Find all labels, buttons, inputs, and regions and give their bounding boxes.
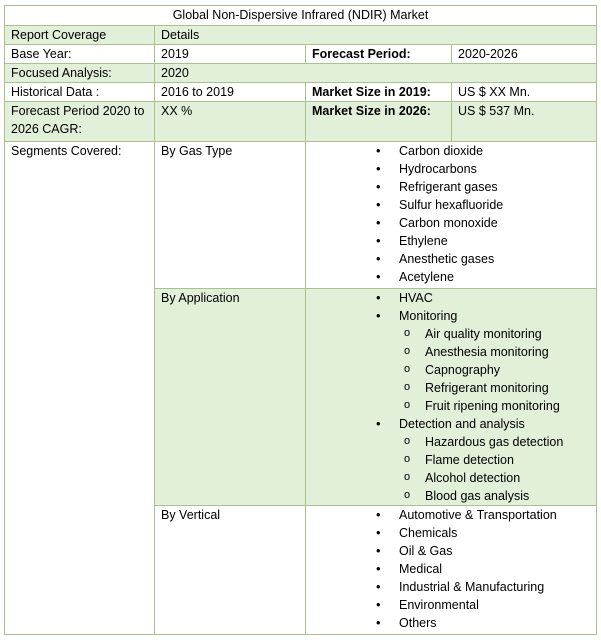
segment-vertical-label: By Vertical — [155, 506, 306, 635]
market-size-2026-label: Market Size in 2026: — [306, 102, 452, 142]
sublist-item: o Air quality monitoring — [401, 325, 590, 343]
list-item: • Automotive & Transportation — [376, 506, 590, 524]
list-item: • Industrial & Manufacturing — [376, 578, 590, 596]
sublist-item: o Alcohol detection — [401, 469, 590, 487]
list-item: • Hydrocarbons — [376, 160, 590, 178]
list-item: • Carbon monoxide — [376, 214, 590, 232]
list-item: • Others — [376, 614, 590, 632]
sublist-item: o Capnography — [401, 361, 590, 379]
monitoring-sublist — [399, 325, 590, 415]
sublist-item: o Blood gas analysis — [401, 487, 590, 505]
detection-label: Detection and analysis — [399, 417, 525, 431]
sublist-item: o Flame detection — [401, 451, 590, 469]
monitoring-label: Monitoring — [399, 309, 458, 323]
report-table — [4, 5, 597, 635]
list-item: • Anesthetic gases — [376, 250, 590, 268]
list-item: • Carbon dioxide — [376, 142, 590, 160]
cagr-value: XX % — [155, 102, 306, 142]
sublist-item: o Refrigerant monitoring — [401, 379, 590, 397]
forecast-period-value: 2020-2026 — [452, 45, 597, 64]
market-size-2019-value: US $ XX Mn. — [452, 83, 597, 102]
list-item: • Refrigerant gases — [376, 178, 590, 196]
list-item: • HVAC — [376, 289, 590, 307]
market-size-2019-label: Market Size in 2019: — [306, 83, 452, 102]
header-report-coverage: Report Coverage — [5, 26, 155, 45]
vertical-list-cell — [306, 506, 597, 635]
list-item — [376, 415, 590, 505]
header-details: Details — [155, 26, 597, 45]
segment-application-label: By Application — [155, 289, 306, 506]
application-list — [312, 289, 590, 505]
base-year-label: Base Year: — [5, 45, 155, 64]
cagr-label: Forecast Period 2020 to 2026 CAGR: — [5, 102, 155, 142]
list-item: • Ethylene — [376, 232, 590, 250]
list-item — [376, 307, 590, 415]
vertical-list — [312, 506, 590, 632]
sublist-item: o Anesthesia monitoring — [401, 343, 590, 361]
base-year-value: 2019 — [155, 45, 306, 64]
segment-gas-type-label: By Gas Type — [155, 142, 306, 289]
list-item: • Medical — [376, 560, 590, 578]
market-size-2026-value: US $ 537 Mn. — [452, 102, 597, 142]
gas-type-list-cell — [306, 142, 597, 289]
detection-sublist — [399, 433, 590, 505]
focused-analysis-value: 2020 — [155, 64, 597, 83]
historical-data-label: Historical Data : — [5, 83, 155, 102]
focused-analysis-label: Focused Analysis: — [5, 64, 155, 83]
forecast-period-label: Forecast Period: — [306, 45, 452, 64]
gas-type-list — [312, 142, 590, 286]
list-item: • Oil & Gas — [376, 542, 590, 560]
sublist-item: o Fruit ripening monitoring — [401, 397, 590, 415]
list-item: • Sulfur hexafluoride — [376, 196, 590, 214]
table-title: Global Non-Dispersive Infrared (NDIR) Market — [5, 6, 597, 26]
sublist-item: o Hazardous gas detection — [401, 433, 590, 451]
application-list-cell — [306, 289, 597, 506]
list-item: • Chemicals — [376, 524, 590, 542]
list-item: • Acetylene — [376, 268, 590, 286]
segments-covered-label: Segments Covered: — [5, 142, 155, 635]
historical-data-value: 2016 to 2019 — [155, 83, 306, 102]
list-item: • Environmental — [376, 596, 590, 614]
